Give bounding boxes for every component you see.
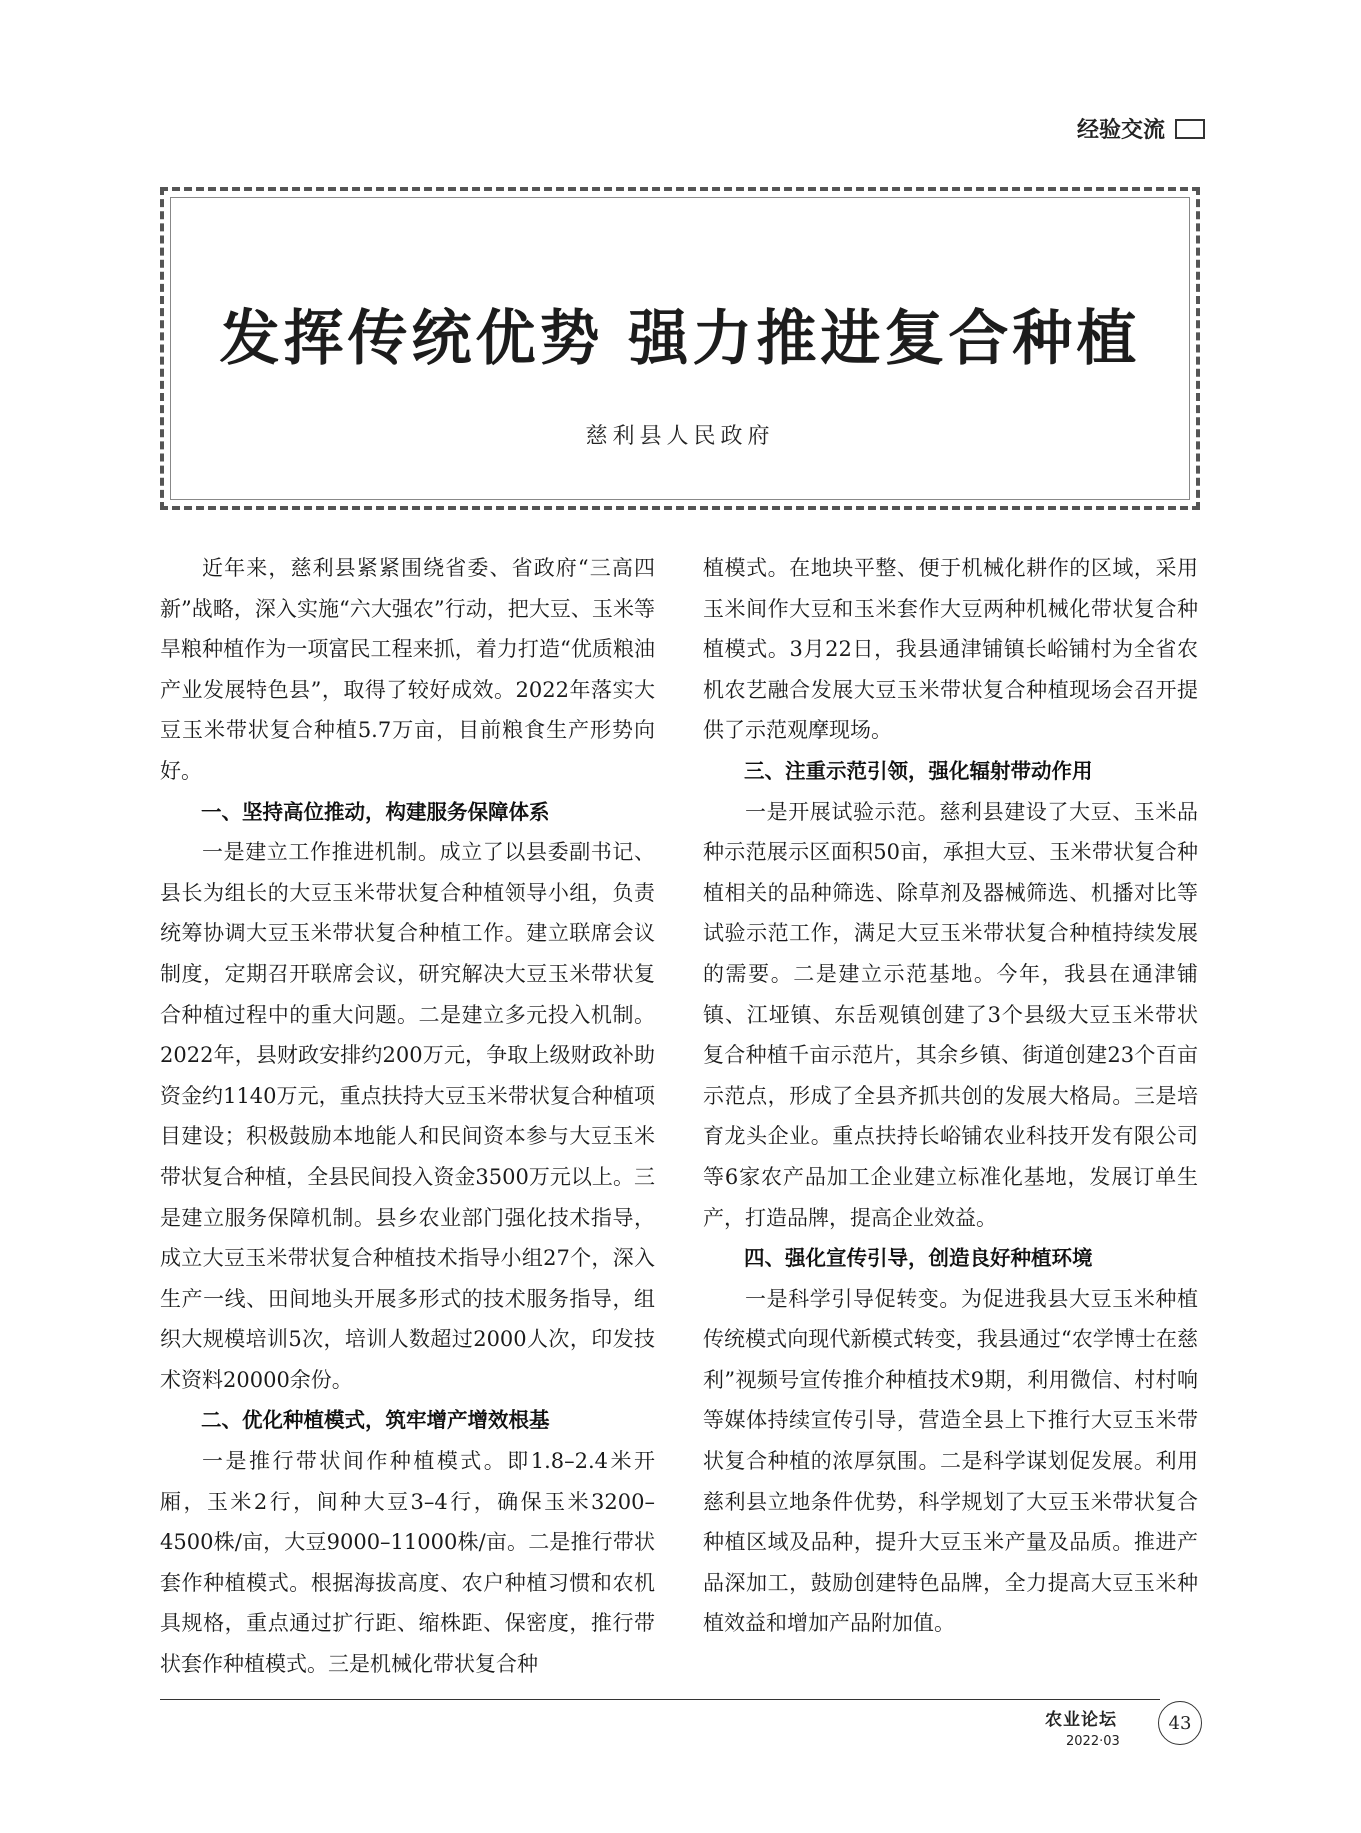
- section-heading: 三、注重示范引领，强化辐射带动作用: [744, 758, 1093, 783]
- paragraph: 一是推行带状间作种植模式。即1.8–2.4米开厢，玉米2行，间种大豆3–4行，确保玉米3200–4500株/亩，大豆9000–11000株/亩。二是推行带状套作种植模式。根据海拔高度、农户种植习惯和农机具规格，重点通过扩行距、缩株距、保密度，推行带状套作种植模式。三是机械化带状复合种: [160, 1449, 655, 1677]
- paragraph: 一是科学引导促转变。为促进我县大豆玉米种植传统模式向现代新模式转变，我县通过“农学博士在慈利”视频号宣传推介种植技术9期，利用微信、村村响等媒体持续宣传引导，营造全县上下推行大豆玉米带状复合种植的浓厚氛围。二是科学谋划促发展。利用慈利县立地条件优势，科学规划了大豆玉米带状复合种植区域及品种，提升大豆玉米产量及品质。推进产品深加工，鼓励创建特色品牌，全力提高大豆玉米种植效益和增加产品附加值。: [703, 1286, 1198, 1636]
- section-header: [1077, 113, 1205, 144]
- page-number: 43: [1158, 1701, 1202, 1745]
- issue-number: 2022·03: [1066, 1734, 1120, 1749]
- section-heading: 一、坚持高位推动，构建服务保障体系: [201, 799, 550, 824]
- section-box-icon: [1175, 119, 1205, 139]
- paragraph: 一是开展试验示范。慈利县建设了大豆、玉米品种示范展示区面积50亩，承担大豆、玉米带状复合种植相关的品种筛选、除草剂及器械筛选、机播对比等试验示范工作，满足大豆玉米带状复合种植持续发展的需要。二是建立示范基地。今年，我县在通津铺镇、江垭镇、东岳观镇创建了3个县级大豆玉米带状复合种植千亩示范片，其余乡镇、街道创建23个百亩示范点，形成了全县齐抓共创的发展大格局。三是培育龙头企业。重点扶持长峪铺农业科技开发有限公司等6家农产品加工企业建立标准化基地，发展订单生产，打造品牌，提高企业效益。: [703, 799, 1198, 1230]
- section-heading: 二、优化种植模式，筑牢增产增效根基: [201, 1408, 550, 1433]
- section-heading: 四、强化宣传引导，创造良好种植环境: [744, 1246, 1093, 1271]
- paragraph: 近年来，慈利县紧紧围绕省委、省政府“三高四新”战略，深入实施“六大强农”行动，把大豆、玉米等旱粮种植作为一项富民工程来抓，着力打造“优质粮油产业发展特色县”，取得了较好成效。2022年落实大豆玉米带状复合种植5.7万亩，目前粮食生产形势向好。: [160, 556, 655, 783]
- paragraph: 植模式。在地块平整、便于机械化耕作的区域，采用玉米间作大豆和玉米套作大豆两种机械化带状复合种植模式。3月22日，我县通津铺镇长峪铺村为全省农机农艺融合发展大豆玉米带状复合种植现场会召开提供了示范观摩现场。: [703, 556, 1198, 743]
- right-column: [703, 548, 1198, 1644]
- article-author: 慈利县人民政府: [585, 424, 775, 449]
- journal-name: 农业论坛: [1045, 1710, 1117, 1730]
- left-column: [160, 548, 655, 1685]
- paragraph: 一是建立工作推进机制。成立了以县委副书记、县长为组长的大豆玉米带状复合种植领导小组，负责统筹协调大豆玉米带状复合种植工作。建立联席会议制度，定期召开联席会议，研究解决大豆玉米带状复合种植过程中的重大问题。二是建立多元投入机制。2022年，县财政安排约200万元，争取上级财政补助资金约1140万元，重点扶持大豆玉米带状复合种植项目建设；积极鼓励本地能人和民间资本参与大豆玉米带状复合种植，全县民间投入资金3500万元以上。三是建立服务保障机制。县乡农业部门强化技术指导，成立大豆玉米带状复合种植技术指导小组27个，深入生产一线、田间地头开展多形式的技术服务指导，组织大规模培训5次，培训人数超过2000人次，印发技术资料20000余份。: [160, 840, 655, 1392]
- article-title: 发挥传统优势 强力推进复合种植: [219, 304, 1141, 374]
- title-frame: [160, 187, 1200, 510]
- section-label: 经验交流: [1076, 118, 1165, 143]
- footer-rule: [160, 1699, 1160, 1700]
